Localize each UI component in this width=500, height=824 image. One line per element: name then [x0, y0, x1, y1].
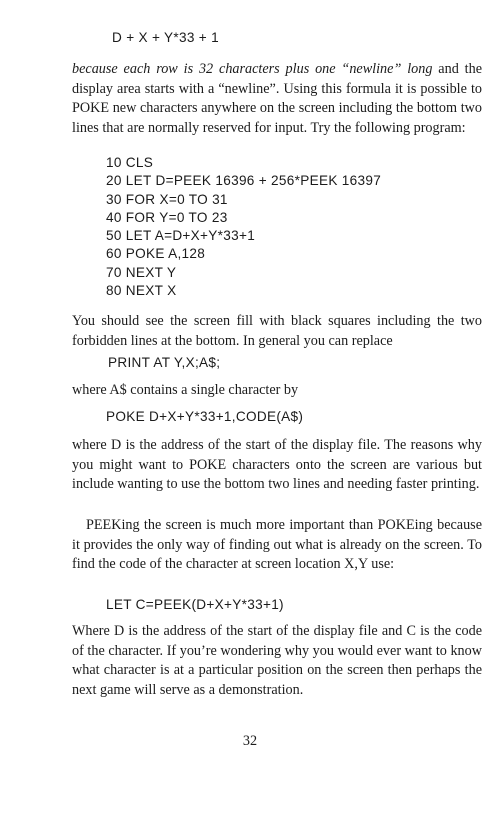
italic-phrase: because each row is 32 characters plus one “newline” long: [72, 61, 433, 77]
paragraph-display-file: where D is the address of the start of the display file. The reasons why you might want to POKE characters onto the screen are various but include wanting to use the bottom two lines and needing faster printing.: [72, 437, 482, 493]
formula-line: D + X + Y*33 + 1: [112, 30, 219, 45]
program-line: 40 FOR Y=0 TO 23: [106, 209, 228, 225]
let-statement: LET C=PEEK(D+X+Y*33+1): [106, 597, 284, 612]
paragraph-where-a-string: where A$ contains a single character by: [72, 382, 299, 398]
program-line: 50 LET A=D+X+Y*33+1: [106, 228, 256, 244]
page-number: 32: [242, 733, 258, 749]
program-line: 30 FOR X=0 TO 31: [106, 191, 228, 207]
paragraph-black-squares: You should see the screen fill with black squares including the two forbidden lines at the bottom. In general you can replace: [72, 313, 482, 349]
paragraph-formula-explanation: [72, 60, 482, 138]
program-line: 70 NEXT Y: [106, 264, 177, 280]
program-line: 80 NEXT X: [106, 283, 177, 299]
print-statement: PRINT AT Y,X;A$;: [108, 355, 221, 370]
program-line: 60 POKE A,128: [106, 246, 206, 262]
paragraph-character-code: Where D is the address of the start of the display file and C is the code of the character. If you’re wondering why you would ever want to know what character is at a particular position on the screen then perhaps the next game will serve as a demonstration.: [72, 623, 482, 698]
paragraph-peeking-screen: PEEKing the screen is much more important than POKEing because it provides the only way of finding out what is already on the screen. To find the code of the character at screen location X,Y use:: [72, 517, 482, 573]
program-line: 20 LET D=PEEK 16396 + 256*PEEK 16397: [106, 173, 382, 189]
program-listing: [106, 154, 381, 300]
paragraph-continuation: and the display area starts with a “newline”. Using this formula it is possible to POKE new characters anywhere on the screen including the bottom two lines that are normally reserved for input. Try the following program:: [72, 61, 482, 136]
program-line: 10 CLS: [106, 155, 154, 170]
poke-statement: POKE D+X+Y*33+1,CODE(A$): [106, 409, 304, 424]
